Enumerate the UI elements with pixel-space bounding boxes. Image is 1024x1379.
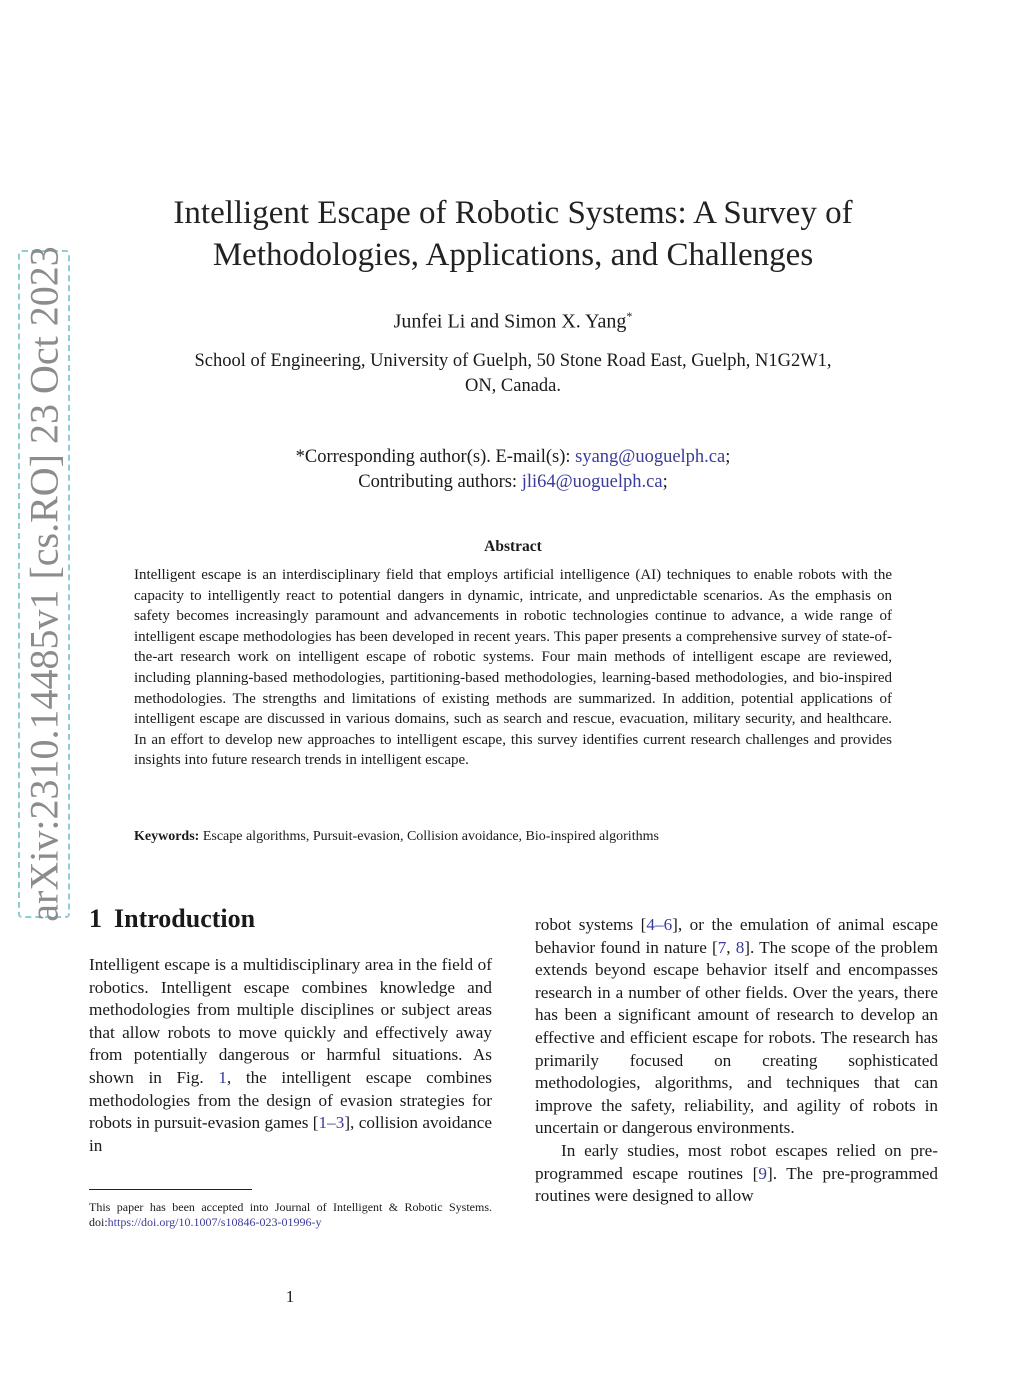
- contributing-email-link[interactable]: jli64@uoguelph.ca: [521, 472, 663, 492]
- intro-text: ], or the emulation of animal escape behavior found in nature [: [535, 915, 938, 957]
- doi-link[interactable]: https://doi.org/10.1007/s10846-023-01996-y: [107, 1215, 322, 1229]
- contributing-line: [120, 470, 906, 495]
- intro-text: In early studies, most robot escapes relied on pre-programmed escape routines [: [535, 1140, 938, 1183]
- title-line-2: Methodologies, Applications, and Challenges: [212, 237, 814, 273]
- figure-ref-link[interactable]: 1: [218, 1067, 227, 1087]
- affiliation-line-2: ON, Canada.: [464, 376, 562, 396]
- keywords-label: Keywords:: [134, 829, 200, 844]
- intro-text: ], collision avoidance in: [89, 1113, 492, 1155]
- citation-link[interactable]: 4–6: [646, 915, 673, 934]
- footnote: [89, 1200, 492, 1230]
- footnote-text: This paper has been accepted into Journal of Intelligent & Robotic Systems. doi:: [89, 1200, 492, 1229]
- arxiv-identifier[interactable]: arXiv:2310.14485v1 [cs.RO] 23 Oct 2023: [21, 246, 67, 922]
- intro-text: robot systems [: [535, 915, 647, 934]
- corresponding-line: [120, 445, 906, 470]
- correspondence: [120, 445, 906, 495]
- intro-text: ]. The pre-programmed routines were designed to allow: [535, 1163, 938, 1206]
- paper-title: [120, 192, 906, 276]
- citation-link[interactable]: 9: [758, 1163, 767, 1183]
- citation-link[interactable]: 7: [717, 937, 727, 957]
- citation-separator: ,: [726, 937, 736, 957]
- authors: [120, 309, 906, 334]
- page-number: 1: [285, 1287, 295, 1306]
- intro-text: Intelligent escape is a multidisciplinary area in the field of robotics. Intelligent escape combines knowledge and methodologies from multiple disciplines or subject areas that allow robots to move quickly and effectively away from potentially dangerous or harmful situations. As shown in Fig.: [89, 955, 492, 1087]
- arxiv-stamp: [18, 246, 70, 922]
- section-number: 1: [89, 904, 102, 933]
- intro-right-column: [535, 914, 938, 1208]
- footnote-rule: [89, 1189, 252, 1190]
- intro-text: ]. The scope of the problem extends beyond escape behavior itself and encompasses research in a number of other fields. Over the years, there has been a significant amount of research to develop an effective and efficient escape for robots. The research has primarily focused on creating sophisticated methodologies, algorithms, and techniques that can improve the safety, reliability, and agility of robots in uncertain or dangerous environments.: [535, 937, 938, 1138]
- intro-left-column: [89, 954, 492, 1157]
- author-names: Junfei Li and Simon X. Yang: [393, 310, 627, 333]
- paragraph: [535, 914, 938, 1140]
- citation-link[interactable]: 1–3: [318, 1113, 345, 1133]
- author-mark: *: [626, 309, 633, 323]
- affiliation-line-1: School of Engineering, University of Guelph, 50 Stone Road East, Guelph, N1G2W1,: [194, 351, 832, 371]
- corresponding-email-link[interactable]: syang@uoguelph.ca: [575, 447, 726, 467]
- keywords: [134, 829, 892, 845]
- intro-text: , the intelligent escape combines methodologies from the design of evasion strategies for robots in pursuit-evasion games [: [89, 1067, 492, 1133]
- contributing-suffix: ;: [662, 472, 668, 492]
- paragraph: [535, 1140, 938, 1208]
- corresponding-suffix: ;: [725, 447, 731, 467]
- citation-link[interactable]: 8: [735, 937, 745, 957]
- corresponding-prefix: *Corresponding author(s). E-mail(s):: [295, 447, 576, 467]
- section-heading: [89, 904, 255, 934]
- title-line-1: Intelligent Escape of Robotic Systems: A Survey of: [173, 195, 853, 231]
- abstract-heading: Abstract: [484, 538, 542, 555]
- affiliation: [128, 349, 898, 399]
- section-title: Introduction: [114, 904, 256, 933]
- abstract-text: Intelligent escape is an interdisciplinary field that employs artificial intelligence (AI) techniques to enable robots with the capacity to intelligently react to potential dangers in dynamic, intricate, and unpredictable scenarios. As the emphasis on safety becomes increasingly paramount and advancements in robotic technologies continue to advance, a wide range of intelligent escape methodologies has been developed in recent years. This paper presents a comprehensive survey of state-of-the-art research work on intelligent escape of robotic systems. Four main methods of intelligent escape are reviewed, including planning-based methodologies, partitioning-based methodologies, learning-based methodologies, and bio-inspired methodologies. The strengths and limitations of existing methods are summarized. In addition, potential applications of intelligent escape are discussed in various domains, such as search and rescue, evacuation, military security, and healthcare. In an effort to develop new approaches to intelligent escape, this survey identifies current research challenges and provides insights into future research trends in intelligent escape.: [134, 567, 892, 769]
- keywords-text: Escape algorithms, Pursuit-evasion, Collision avoidance, Bio-inspired algorithms: [199, 829, 659, 844]
- contributing-prefix: Contributing authors:: [358, 472, 522, 492]
